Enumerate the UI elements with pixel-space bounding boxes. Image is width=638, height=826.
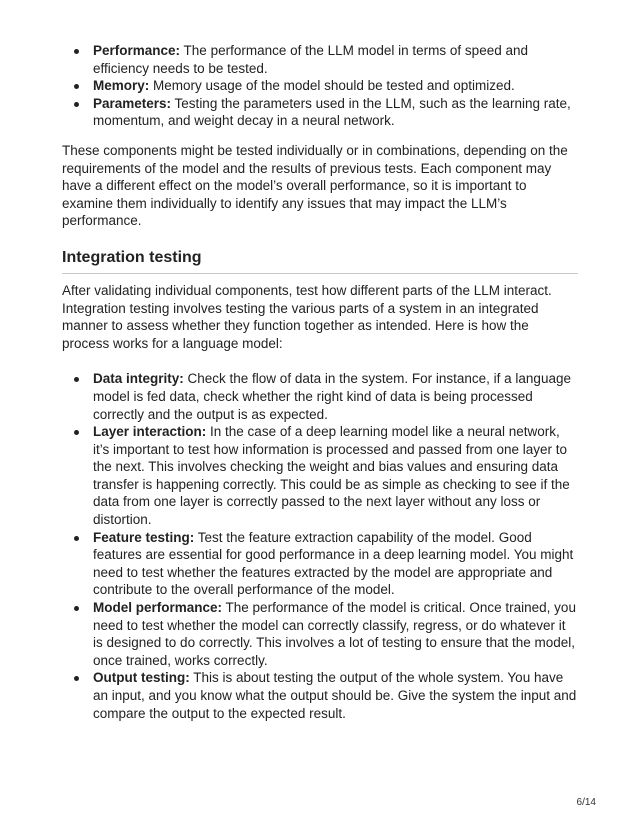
page-number: 6/14 xyxy=(576,797,596,808)
list-item-text: Check the flow of data in the system. For instance, if a language model is fed data, check whether the right kind of data is being processed correctly and the output is as expected. xyxy=(93,371,571,422)
list-item-text: Memory usage of the model should be tested and optimized. xyxy=(149,78,515,94)
list-item-data-integrity xyxy=(93,370,578,423)
list-item-term: Parameters: xyxy=(93,95,172,111)
list-item-text: This is about testing the output of the whole system. You have an input, and you know what the output should be. Give the system the input and compare the output to the expected result. xyxy=(93,670,577,721)
list-item-text: Test the feature extraction capability of the model. Good features are essential for good performance in a deep learning model. You might need to test whether the features extracted by the model are appropriate and contribute to the overall performance of the model. xyxy=(93,529,574,598)
list-item-feature-testing xyxy=(93,529,578,599)
list-item-memory xyxy=(93,77,578,95)
section-heading: Integration testing xyxy=(62,248,578,274)
list-item-term: Data integrity: xyxy=(93,371,184,387)
list-item-text: Testing the parameters used in the LLM, such as the learning rate, momentum, and weight decay in a neural network. xyxy=(93,95,571,129)
components-paragraph: These components might be tested individually or in combinations, depending on the requirements of the model and the results of previous tests. Each component may have a different effect on the model’s overall performance, so it is important to examine them individually to identify any issues that may impact the LLM’s performance. xyxy=(62,142,568,229)
list-item-term: Model performance: xyxy=(93,600,223,616)
list-item-text: In the case of a deep learning model like a neural network, it’s important to test how information is processed and passed from one layer to the next. This involves checking the weight and bias values and ensuring data transfer is happening correctly. This could be as simple as checking to see if the data from one layer is correctly passed to the next layer without any loss or distortion. xyxy=(93,424,570,528)
list-item-term: Performance: xyxy=(93,43,181,58)
list-item-term: Feature testing: xyxy=(93,529,195,545)
list-item-model-performance xyxy=(93,599,578,669)
list-item-text: The performance of the LLM model in terms of speed and efficiency needs to be tested. xyxy=(93,43,528,76)
integration-list xyxy=(62,370,578,722)
list-item-performance xyxy=(93,42,578,77)
list-item-term: Memory: xyxy=(93,78,150,94)
list-item-output-testing xyxy=(93,669,578,722)
list-item-term: Output testing: xyxy=(93,670,190,686)
list-item-layer-interaction xyxy=(93,423,578,529)
list-item-parameters xyxy=(93,95,578,130)
integration-intro-paragraph: After validating individual components, test how different parts of the LLM interact. Integration testing involves testing the various parts of a system in an integrated manner to assess whether they function together as intended. Here is how the process works for a language model: xyxy=(62,282,552,351)
component-list xyxy=(62,42,578,130)
list-item-term: Layer interaction: xyxy=(93,424,207,440)
list-item-text: The performance of the model is critical. Once trained, you need to test whether the model can correctly classify, regress, or do whatever it is designed to do correctly. This involves a lot of testing to ensure that the model, once trained, works correctly. xyxy=(93,600,576,668)
document-page xyxy=(62,42,578,722)
